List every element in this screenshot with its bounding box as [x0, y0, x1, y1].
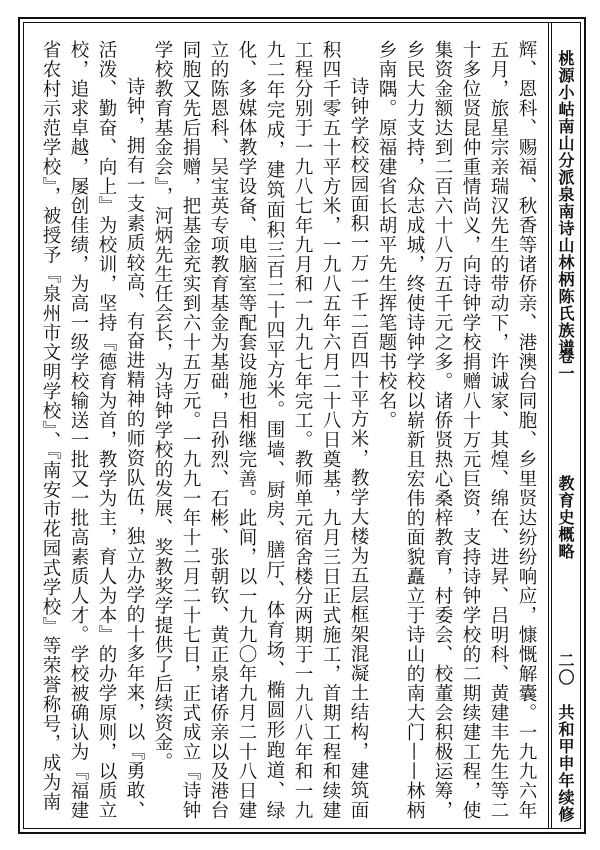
paragraph-2: 诗钟学校校园面积一万一千二百四十平方米，教学大楼为五层框架混凝土结构，建筑面积四千零五十平方米，一九八五年六月二十八日奠基，九月三日正式施工，首期工程和续建工程分别于一九八七年九月和一九九七年完工。教师单元宿舍楼分两期于一九八八年和一九九二年完成，建筑面积三百二十四平方米。围墙、厨房、膳厅、体育场、椭圆形跑道、绿化、多媒体教学设备、电脑室等配套设施也相继完善。此间，以一九九〇年九月二十八日建立的陈恩科、吴宝英专项教育基金为基础，吕孙烈、石彬、张朝钦、黄正泉诸侨亲以及港台同胞又先后捐赠，把基金充实到六十五万元。一九九一年十二月二十七日，正式成立『诗钟学校教育基金会』，河炳先生任会长，为诗钟学校的发展、奖教奖学提供了后续资金。	[152, 40, 369, 820]
paragraph-1: 辉、恩科、赐福、秋香等诸侨亲、港澳台同胞、乡里贤达纷纷响应，慷慨解囊。一九九六年五月，旅星宗亲瑞汉先生的带动下，许诚家、其煌、绵在、进昇、吕明科、黄建丰先生等二十多位贤昆仲重情尚义，向诗钟学校捐赠八十万元巨资，支持诗钟学校的二期续建工程，使集资金额达到二百六十八万五千元之多。诸侨贤热心桑梓教育，村委会、校董会积极运筹，乡民大力支持，众志成城，终使诗钟学校以崭新且宏伟的面貌矗立于诗山的南大门——林柄乡南隅。原福建省长胡平先生挥笔题书校名。	[376, 40, 537, 820]
body-text	[36, 40, 540, 820]
edition-label: 共和甲申年续修	[556, 704, 575, 823]
margin-rule	[548, 22, 549, 829]
book-title: 桃源小岵南山分派泉南诗山林柄陈氏族谱	[556, 50, 575, 356]
section-title: 教育史概略	[556, 475, 575, 560]
volume-label: 卷一	[556, 348, 575, 382]
paragraph-3: 诗钟，拥有一支素质较高、有奋进精神的师资队伍，独立办学的十多年来，以『勇敢、活泼、勤奋、向上』为校训，坚持『德育为首，教学为主，育人为本』的办学原则，以质立校，追求卓越，屡创佳绩，为高一级学校输送一批又一批高素质人才。学校被确认为『福建省农村示范学校』，被授予『泉州市文明学校』、『南安市花园式学校』等荣誉称号，成为南	[40, 40, 145, 820]
running-header	[551, 22, 581, 829]
page-number: 二〇	[556, 652, 575, 686]
